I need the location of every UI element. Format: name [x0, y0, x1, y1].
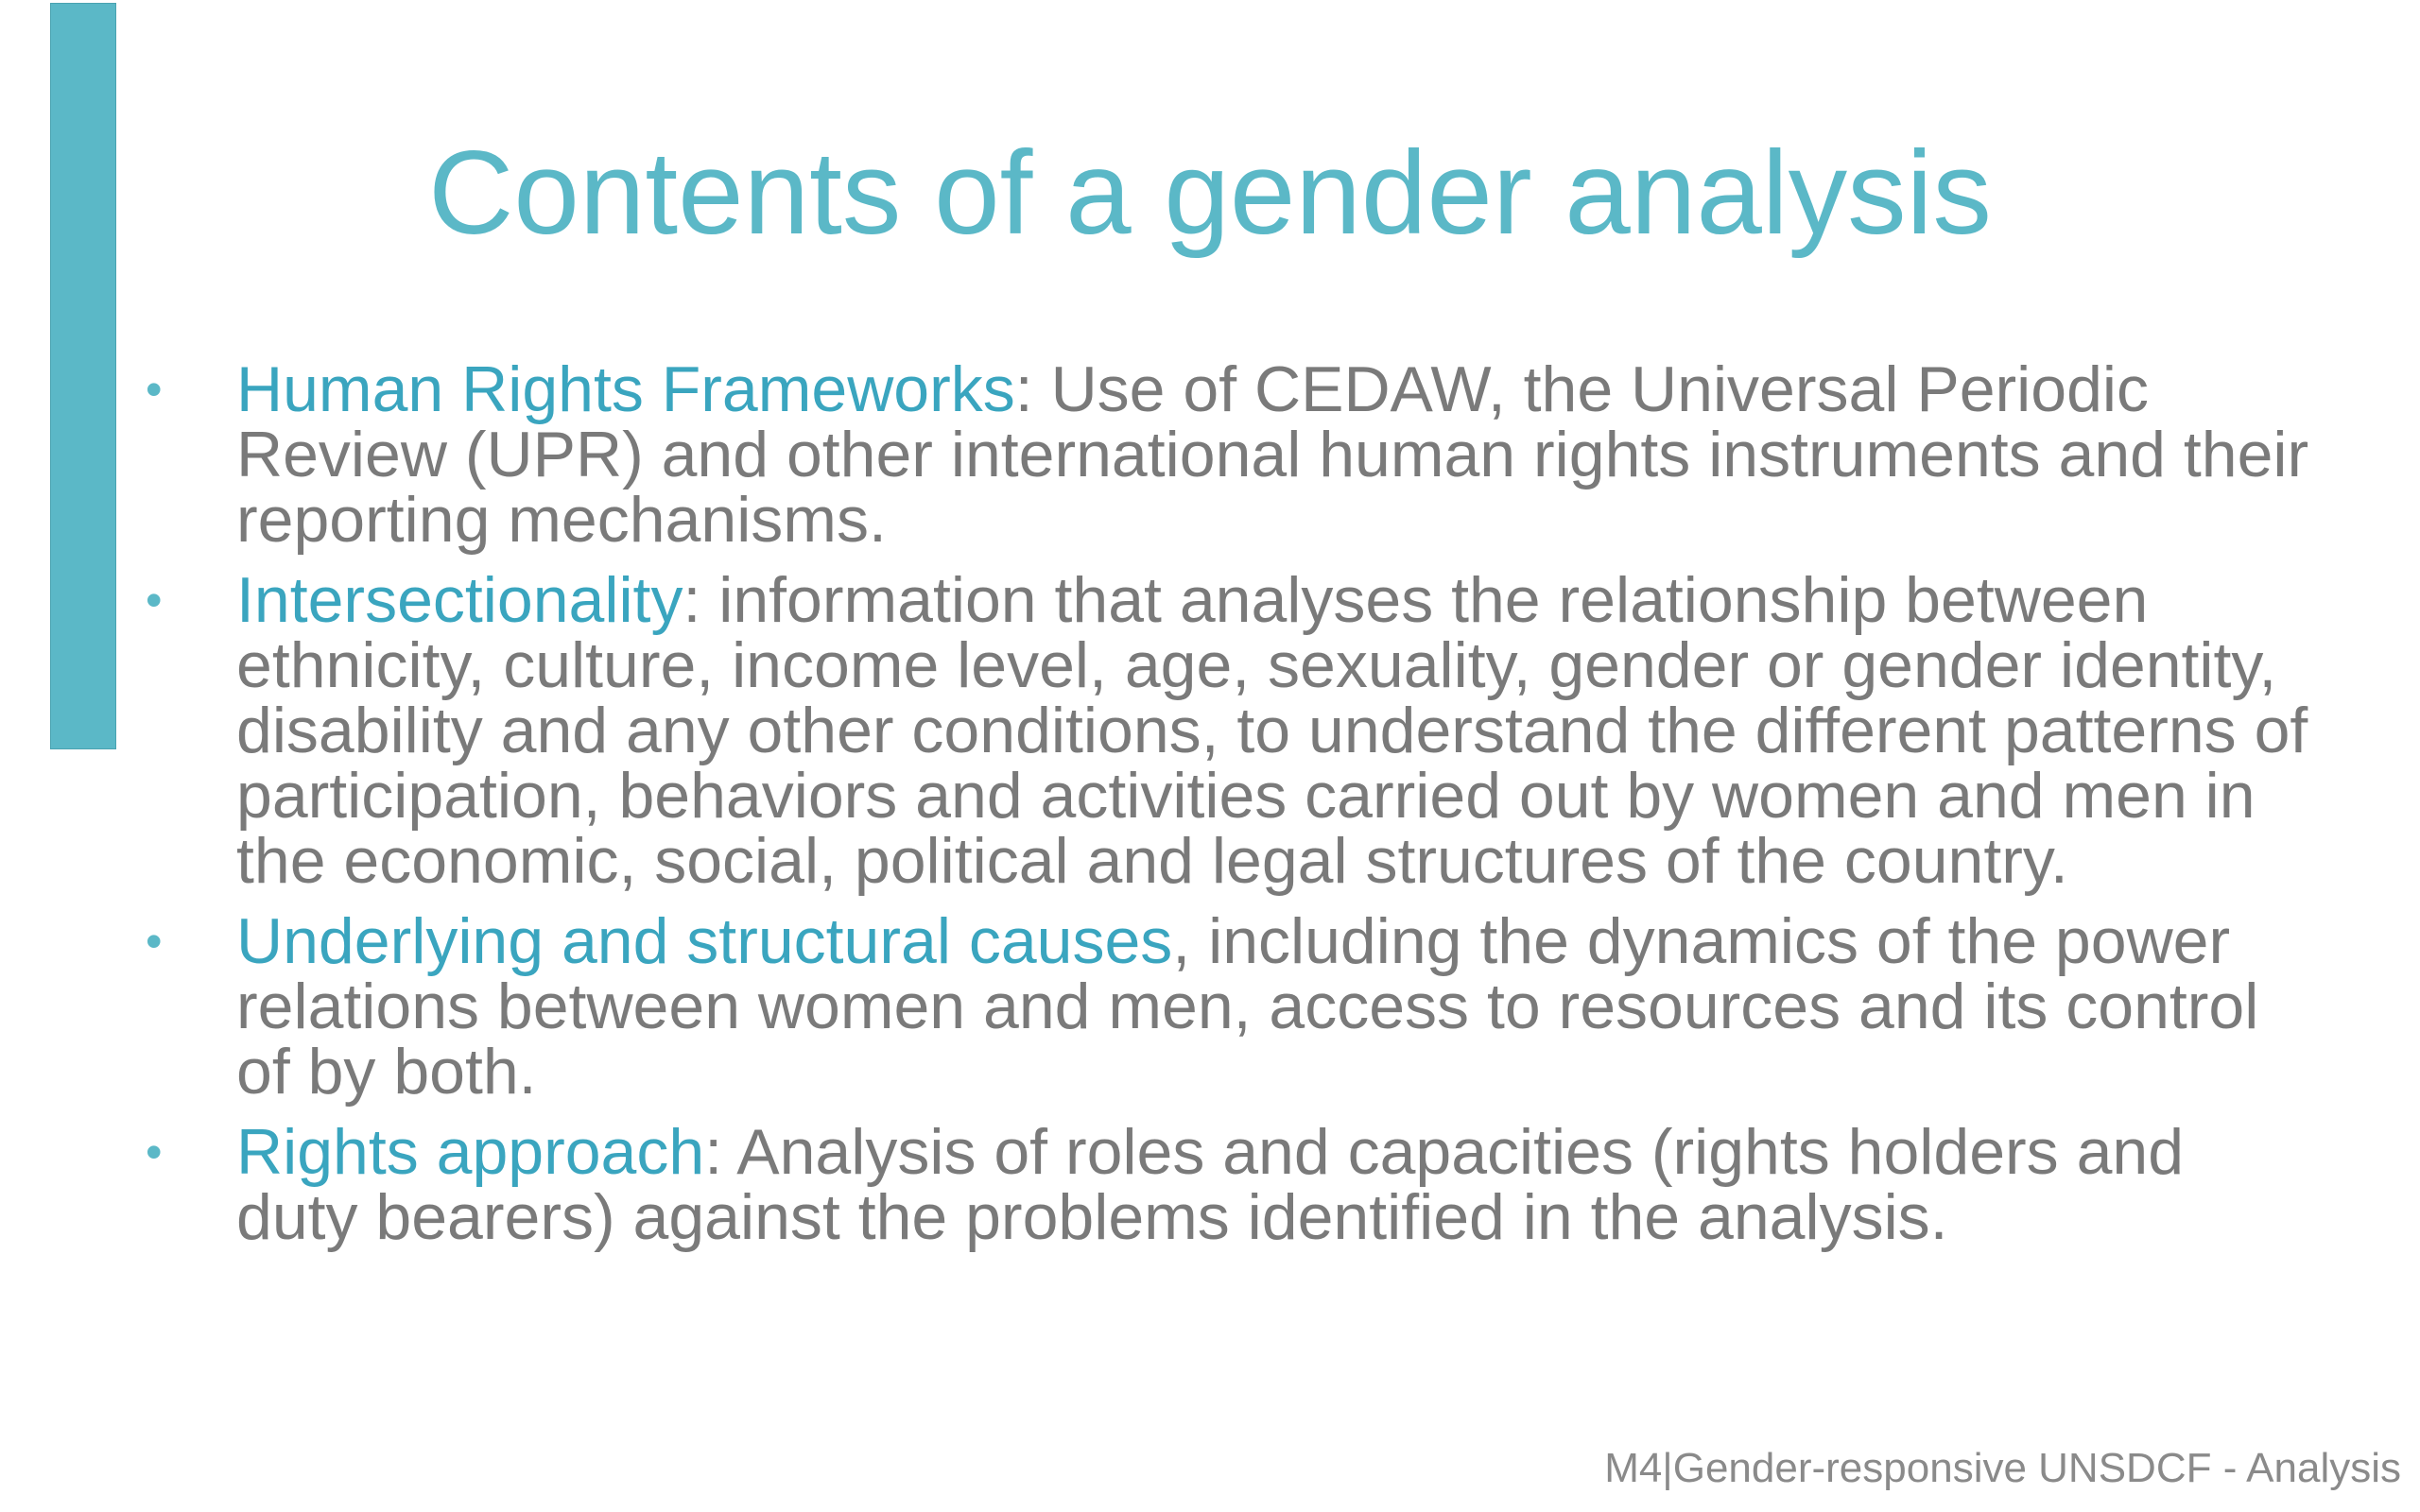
bullet-term: Rights approach: [236, 1116, 705, 1188]
accent-bar: [50, 3, 116, 749]
bullet-item-human-rights-frameworks: [142, 353, 2316, 556]
bullet-text: : Analysis of roles and capacities (rights holders and duty bearers) against the problems identified in the analysis.: [236, 1116, 2185, 1253]
slide-title: Contents of a gender analysis: [428, 128, 1992, 259]
bullet-item-underlying-causes: [142, 905, 2316, 1108]
bullet-term: Human Rights Frameworks: [236, 353, 1015, 425]
bullet-list: [142, 353, 2316, 1265]
bullet-term: Underlying and structural causes: [236, 905, 1173, 977]
bullet-icon: •: [146, 363, 163, 416]
bullet-text: : Use of CEDAW, the Universal Periodic Review (UPR) and other international human rights instruments and their reporting mechanisms.: [236, 353, 2309, 556]
bullet-icon: •: [146, 915, 163, 968]
bullet-item-intersectionality: [142, 564, 2316, 897]
bullet-icon: •: [146, 574, 163, 627]
slide-footer: M4|Gender-responsive UNSDCF - Analysis: [1604, 1445, 2401, 1491]
bullet-text: : information that analyses the relationship between ethnicity, culture, income level, age, sexuality, gender or gender identity, disability and any other conditions, to understand the different patterns of participation, behaviors and activities carried out by women and men in the economic, social, political and legal structures of the country.: [236, 564, 2308, 897]
bullet-text: , including the dynamics of the power relations between women and men, access to resources and its control of by both.: [236, 905, 2259, 1108]
bullet-item-rights-approach: [142, 1116, 2316, 1253]
bullet-term: Intersectionality: [236, 564, 683, 636]
bullet-icon: •: [146, 1125, 163, 1178]
